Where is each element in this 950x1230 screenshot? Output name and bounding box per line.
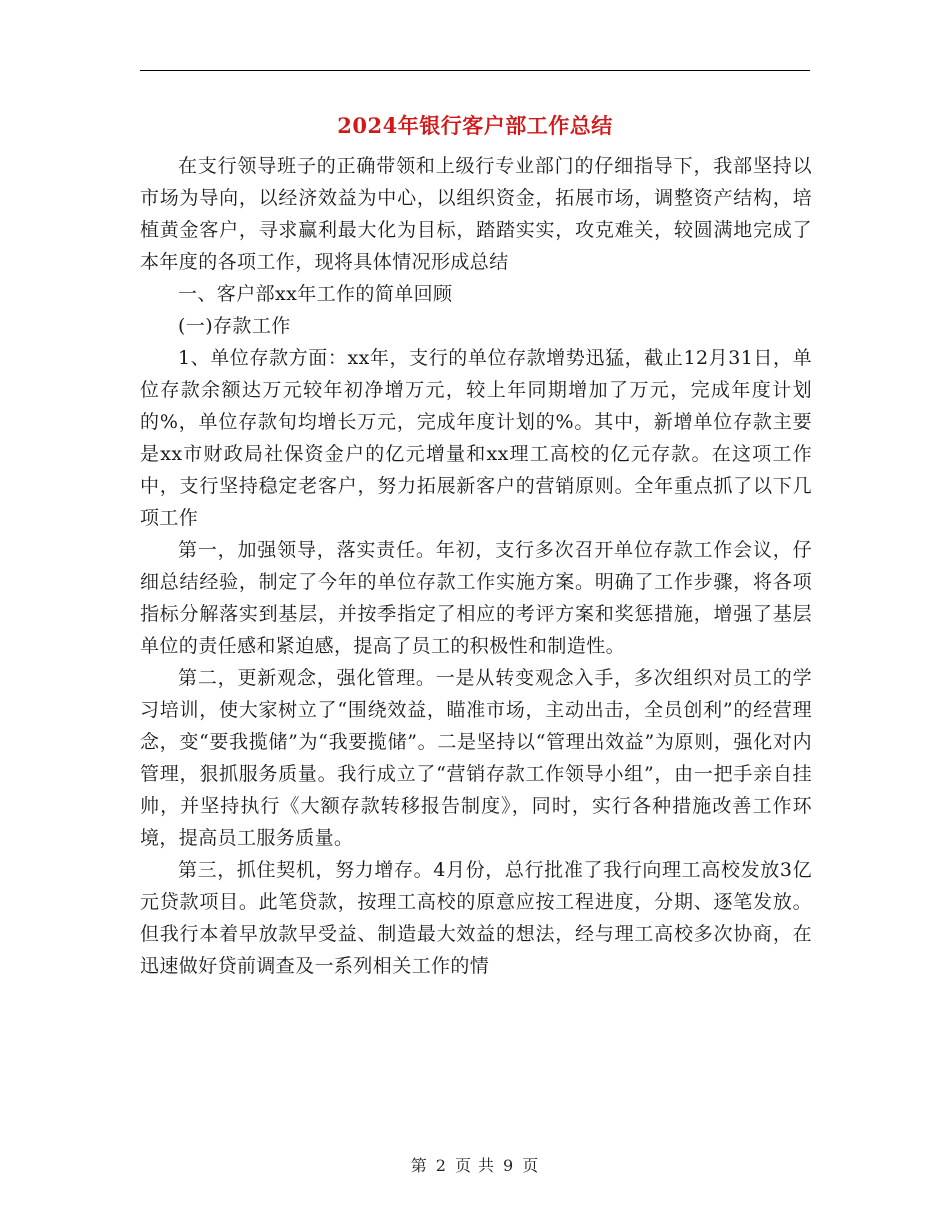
subsection-heading: (一)存款工作	[178, 315, 291, 337]
footer-middle: 页 共	[454, 1156, 496, 1175]
footer-suffix: 页	[522, 1156, 540, 1175]
document-body	[140, 150, 812, 982]
section-heading: 一、客户部xx年工作的简单回顾	[178, 283, 453, 305]
paragraph-second-point: 第二，更新观念，强化管理。一是从转变观念入手，多次组织对员工的学习培训，使大家树立了“围绕效益，瞄准市场，主动出击，全员创利”的经营理念，变“要我揽储”为“我要揽储”。二是坚持以“管理出效益”为原则，强化对内管理，狠抓服务质量。我行成立了“营销存款工作领导小组”，由一把手亲自挂帅，并坚持执行《大额存款转移报告制度》，同时，实行各种措施改善工作环境，提高员工服务质量。	[140, 667, 812, 849]
footer-prefix: 第	[410, 1156, 428, 1175]
paragraph-first-point: 第一，加强领导，落实责任。年初，支行多次召开单位存款工作会议，仔细总结经验，制定了今年的单位存款工作实施方案。明确了工作步骤，将各项指标分解落实到基层，并按季指定了相应的考评方案和奖惩措施，增强了基层单位的责任感和紧迫感，提高了员工的积极性和制造性。	[140, 539, 812, 657]
paragraph-deposits: 1、单位存款方面：xx年，支行的单位存款增势迅猛，截止12月31日，单位存款余额达万元较年初净增万元，较上年同期增加了万元，完成年度计划的%，单位存款旬均增长万元，完成年度计划的%。其中，新增单位存款主要是xx市财政局社保资金户的亿元增量和xx理工高校的亿元存款。在这项工作中，支行坚持稳定老客户，努力拓展新客户的营销原则。全年重点抓了以下几项工作	[140, 347, 812, 529]
header-rule	[140, 70, 810, 71]
footer-total-pages: 9	[503, 1156, 515, 1175]
paragraph-third-point: 第三，抓住契机，努力增存。4月份，总行批准了我行向理工高校发放3亿元贷款项目。此笔贷款，按理工高校的原意应按工程进度，分期、逐笔发放。但我行本着早放款早受益、制造最大效益的想法，经与理工高校多次协商，在迅速做好贷前调查及一系列相关工作的情	[140, 859, 812, 977]
document-title: 2024年银行客户部工作总结	[337, 113, 613, 138]
footer-current-page: 2	[435, 1156, 447, 1175]
paragraph-intro: 在支行领导班子的正确带领和上级行专业部门的仔细指导下，我部坚持以市场为导向，以经济效益为中心，以组织资金，拓展市场，调整资产结构，培植黄金客户，寻求赢利最大化为目标，踏踏实实，攻克难关，较圆满地完成了本年度的各项工作，现将具体情况形成总结	[140, 155, 812, 273]
page-footer	[0, 1153, 950, 1176]
